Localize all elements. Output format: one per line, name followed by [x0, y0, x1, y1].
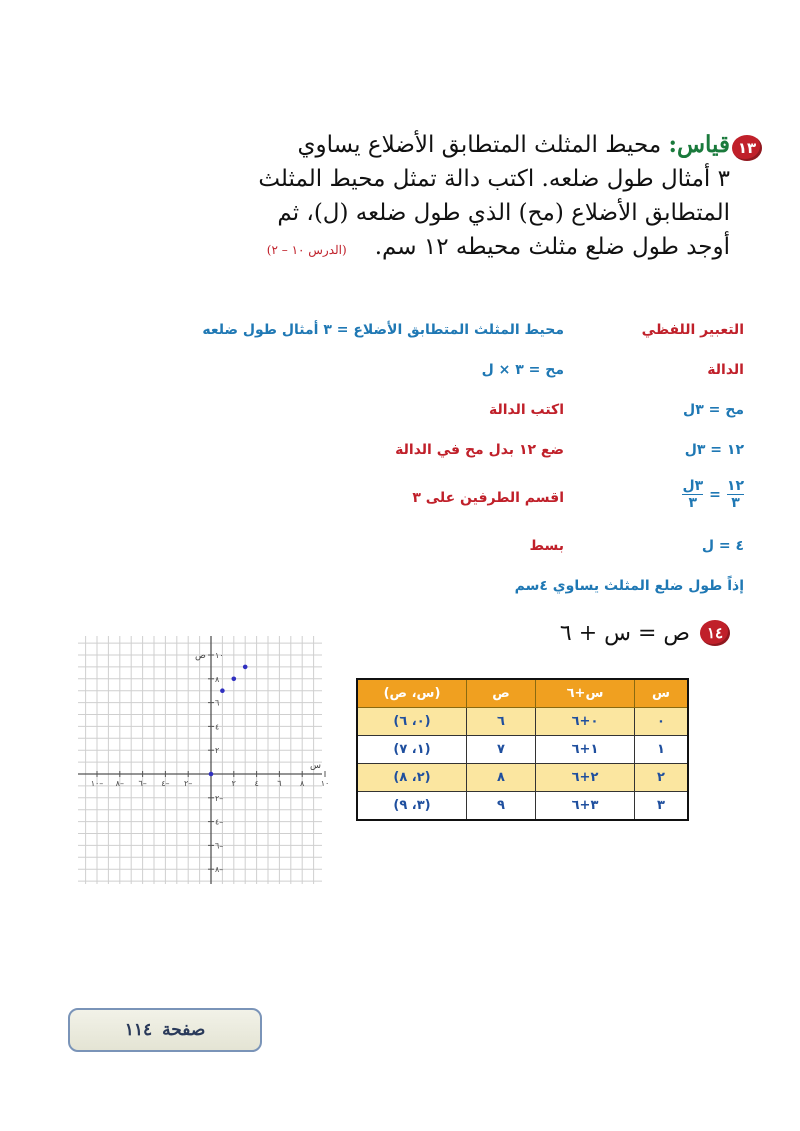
problem-13-text [210, 128, 730, 267]
problem-13-line-4: أوجد طول ضلع مثلث محيطه ١٢ سم.(الدرس ١٠ – ٢) [266, 234, 730, 260]
header-pair: (س، ص) [357, 679, 467, 708]
lesson-reference: (الدرس ١٠ – ٢) [266, 243, 347, 257]
x-tick-label: ٤ [254, 779, 259, 788]
x-tick-label: ٨– [115, 779, 124, 788]
page-number-badge [68, 1008, 262, 1052]
data-point [232, 677, 237, 682]
x-tick-label: ٢– [184, 779, 193, 788]
x-tick-label: ٨ [300, 779, 305, 788]
data-point [209, 772, 214, 777]
x-tick-label: ٦ [277, 779, 282, 788]
step4-math: ٤ = ل [701, 538, 744, 554]
header-x: س [635, 679, 689, 708]
y-tick-label: ٨– [215, 865, 224, 875]
data-point [220, 688, 225, 693]
y-tick-label: ٤ [215, 722, 220, 732]
table-row: ٠ ٠+٦ ٦ (٠، ٦) [357, 708, 688, 736]
x-tick-label: ١٠ [320, 779, 330, 788]
step3-math [682, 478, 744, 511]
y-tick-label: ٨ [215, 674, 220, 684]
x-tick-label: ٦– [138, 779, 147, 788]
problem-14-number-badge: ١٤ [700, 620, 730, 646]
page-number: ١١٤ [124, 1020, 153, 1040]
step1-note: اكتب الدالة [488, 402, 564, 418]
data-point [243, 665, 248, 670]
y-tick-label: ٦– [215, 841, 224, 851]
problem-13-line-1: قياس: محيط المثلث المتطابق الأضلاع يساوي [297, 131, 730, 158]
step2-math: ١٢ = ٣ل [684, 442, 744, 458]
header-x-plus-6: س+٦ [536, 679, 635, 708]
y-tick-label: ١٠ [215, 651, 224, 660]
problem-number-badge [732, 135, 762, 161]
values-table [356, 678, 689, 821]
problem-number: ١٣ [737, 139, 757, 157]
conclusion: إذاً طول ضلع المثلث يساوي ٤سم [514, 578, 744, 594]
table-header-row [357, 679, 688, 708]
y-tick-label: ٦ [215, 698, 220, 708]
x-tick-label: ١٠– [90, 779, 104, 788]
function-expression: مح = ٣ × ل [481, 362, 564, 378]
table-row: ٣ ٣+٦ ٩ (٣، ٩) [357, 792, 688, 821]
x-tick-label: ٤– [161, 779, 170, 788]
step3-note: اقسم الطرفين على ٣ [412, 490, 564, 506]
equals-sign: = [709, 486, 721, 503]
problem-13-line-2: ٣ أمثال طول ضلعه. اكتب دالة تمثل محيط المثلث [258, 166, 730, 192]
y-tick-label: ٢ [215, 746, 220, 756]
problem-keyword: قياس: [668, 131, 730, 158]
table-row: ١ ١+٦ ٧ (١، ٧) [357, 736, 688, 764]
x-tick-label: ٢ [231, 779, 236, 788]
fraction-left: $\frac{١٢}{٣}$ [726, 478, 744, 511]
problem-14-heading [560, 620, 730, 646]
problem-13-line-3: المتطابق الأضلاع (مح) الذي طول ضلعه (ل)، ثم [277, 200, 730, 226]
problem-14-equation: ص = س + ٦ [559, 620, 690, 646]
verbal-text: محيط المثلث المتطابق الأضلاع = ٣ أمثال طول ضلعه [202, 322, 564, 338]
x-axis-label: س [310, 761, 321, 771]
y-axis-label: ص [195, 651, 206, 661]
step4-note: بسط [529, 538, 564, 554]
step2-note: ضع ١٢ بدل مح في الدالة [395, 442, 564, 458]
header-y: ص [467, 679, 536, 708]
page-label: صفحة [162, 1020, 206, 1040]
step1-math: مح = ٣ل [683, 402, 744, 418]
y-tick-label: ٤– [215, 817, 224, 827]
coordinate-graph [78, 636, 330, 884]
function-label: الدالة [707, 362, 744, 378]
verbal-label: التعبير اللفظي [641, 322, 744, 338]
y-tick-label: ٢– [215, 793, 224, 803]
table-row: ٢ ٢+٦ ٨ (٢، ٨) [357, 764, 688, 792]
fraction-right: $\frac{\text{٣ل}}{٣}$ [682, 478, 704, 511]
